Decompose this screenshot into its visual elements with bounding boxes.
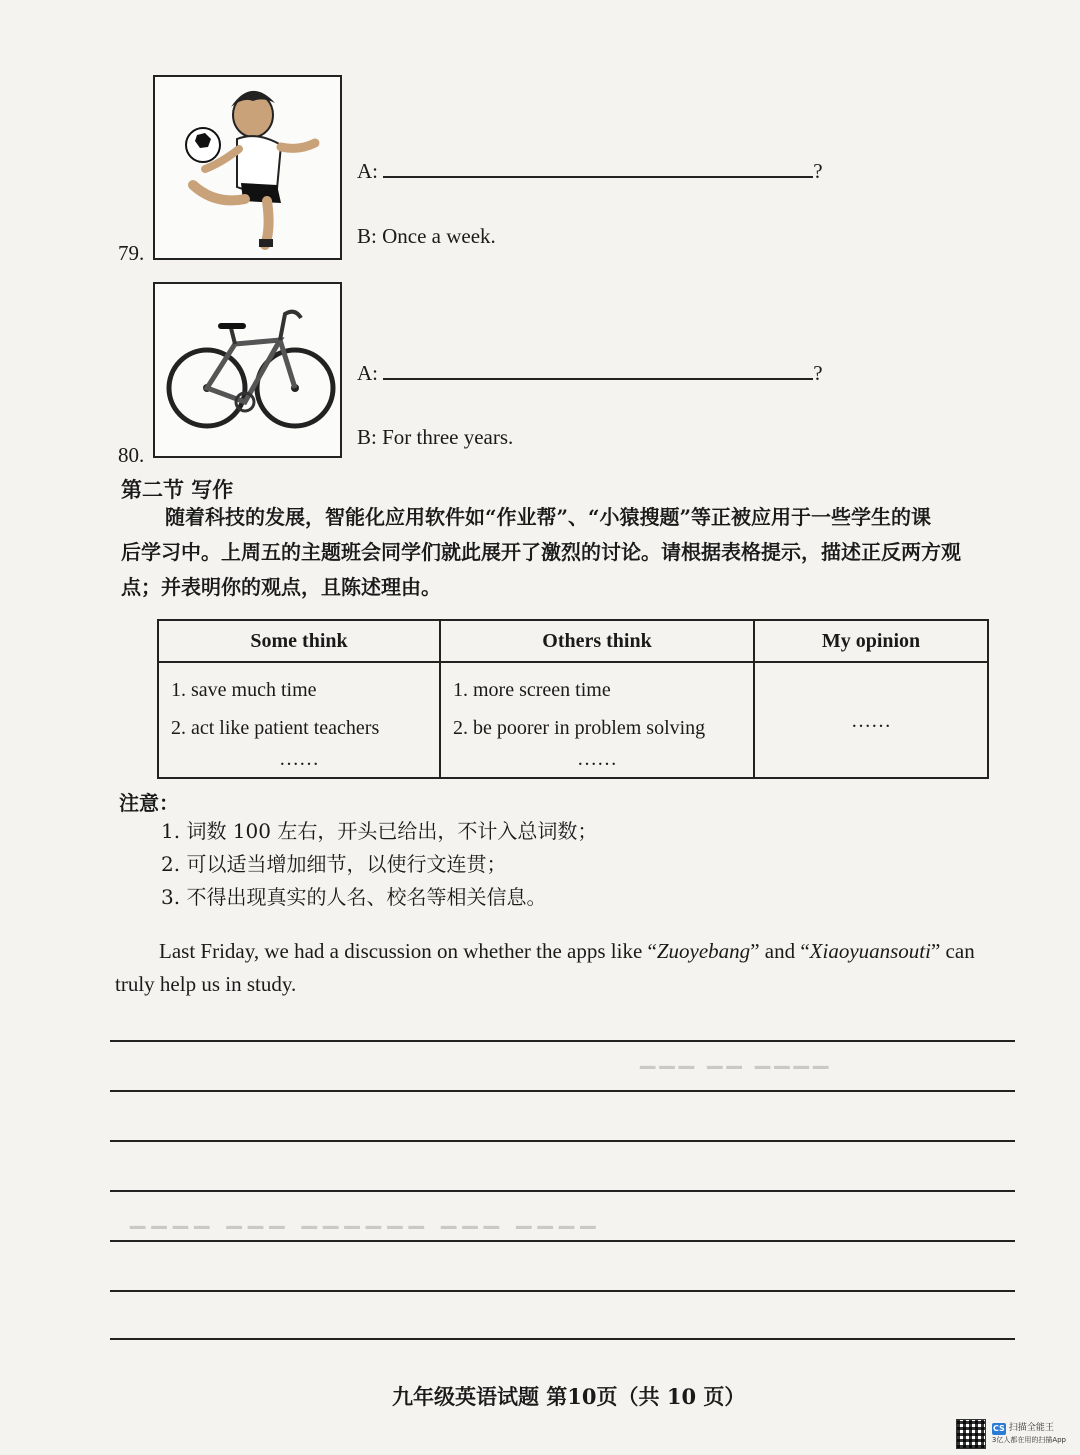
table-header-row	[158, 620, 988, 662]
camscanner-logo-icon: CS	[992, 1423, 1005, 1433]
list-item: 1. more screen time	[453, 679, 611, 701]
writing-line[interactable]	[110, 1140, 1015, 1142]
ellipsis: ……	[851, 710, 891, 732]
q79-question-mark: ?	[813, 159, 823, 183]
header-my-opinion: My opinion	[754, 620, 988, 662]
bicycle-icon	[155, 284, 340, 456]
task-line: 随着科技的发展，智能化应用软件如“作业帮”、“小猿搜题”等正被应用于一些学生的课	[165, 505, 932, 529]
opinions-table	[157, 619, 989, 779]
q80-question-mark: ?	[813, 361, 823, 385]
notes-list	[161, 815, 597, 914]
list-item: 1. save much time	[171, 679, 317, 701]
header-others-think: Others think	[440, 620, 754, 662]
q80-line-a	[357, 361, 823, 386]
task-description	[121, 500, 1021, 605]
app-name-2: Xiaoyuansouti	[809, 939, 931, 963]
q79-picture-frame	[153, 75, 342, 260]
ellipsis: ……	[279, 748, 319, 770]
note-item: 1. 词数 100 左右，开头已给出，不计入总词数；	[161, 819, 598, 843]
task-line: 点；并表明你的观点，且陈述理由。	[121, 575, 441, 599]
writing-line[interactable]	[110, 1090, 1015, 1092]
writing-line[interactable]	[110, 1190, 1015, 1192]
q79-number: 79.	[118, 241, 145, 265]
scanner-watermark	[956, 1419, 1066, 1449]
list-item: 2. be poorer in problem solving	[453, 717, 706, 739]
bleed-through-text: ▁▁▁ ▁▁ ▁▁▁▁	[640, 1047, 833, 1069]
q80-line-b: B: For three years.	[357, 425, 514, 449]
ellipsis: ……	[577, 748, 617, 770]
note-item: 2. 可以适当增加细节，以使行文连贯；	[161, 852, 507, 876]
watermark-tagline: 3亿人都在用的扫描App	[991, 1435, 1066, 1444]
bleed-through-text: ▁▁▁▁ ▁▁▁ ▁▁▁▁▁▁ ▁▁▁ ▁▁▁▁	[130, 1207, 602, 1229]
others-think-cell	[440, 662, 754, 778]
q79-speaker-a: A:	[357, 159, 378, 183]
note-item: 3. 不得出现真实的人名、校名等相关信息。	[161, 885, 547, 909]
table-row	[158, 662, 988, 778]
soccer-player-icon	[155, 77, 340, 258]
some-think-cell	[158, 662, 440, 778]
essay-opening	[115, 935, 1020, 1001]
section-title: 第二节 写作	[121, 477, 234, 502]
task-line: 后学习中。上周五的主题班会同学们就此展开了激烈的讨论。请根据表格提示，描述正反两方观	[121, 540, 961, 564]
app-name-1: Zuoyebang	[656, 939, 751, 963]
notes-title: 注意：	[119, 791, 179, 815]
header-some-think: Some think	[158, 620, 440, 662]
writing-line[interactable]	[110, 1040, 1015, 1042]
list-item: 2. act like patient teachers	[171, 717, 380, 739]
writing-line[interactable]	[110, 1338, 1015, 1340]
q80-number: 80.	[118, 443, 145, 467]
writing-line[interactable]	[110, 1290, 1015, 1292]
my-opinion-cell[interactable]	[754, 662, 988, 778]
q79-line-b: B: Once a week.	[357, 224, 496, 248]
q80-picture-frame	[153, 282, 342, 458]
page-footer: 九年级英语试题 第10页（共 10 页）	[392, 1384, 746, 1409]
q79-answer-blank[interactable]	[383, 176, 813, 178]
q80-speaker-a: A:	[357, 361, 378, 385]
watermark-brand: 扫描全能王	[1008, 1423, 1054, 1433]
essay-line-1: Last Friday, we had a discussion on whether the apps like “Zuoyebang” and “Xiaoyuansouti” can	[159, 939, 975, 963]
writing-line[interactable]	[110, 1240, 1015, 1242]
q80-answer-blank[interactable]	[383, 378, 813, 380]
q79-line-a	[357, 159, 823, 184]
qr-code-icon	[956, 1419, 986, 1449]
essay-line-2: truly help us in study.	[115, 972, 297, 996]
